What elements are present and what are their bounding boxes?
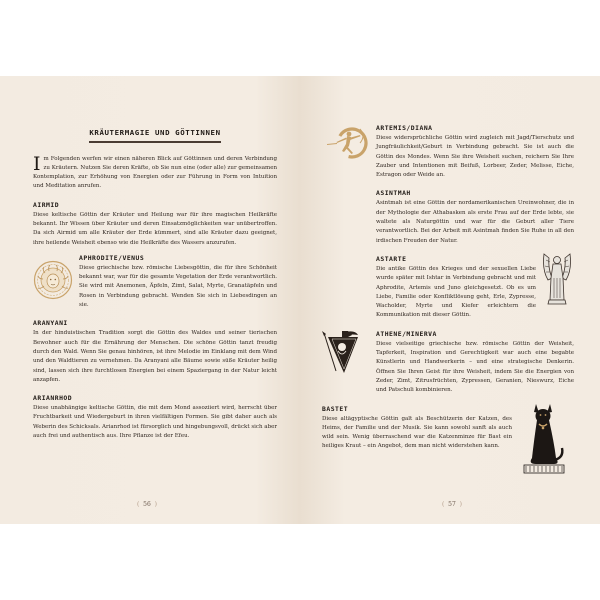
section-text: Diese altägyptische Göttin galt als Beschützerin der Katzen, des Heims, der Familie und der Musik. Sie kann sowohl sanft als auch wild sein. Wenig überraschend war die Katzenminze für Bast ein heiliges Kraut – ein Angebot, dem man nicht widerstehen kann. bbox=[322, 415, 512, 450]
section-text: Diese unabhängige keltische Göttin, die mit dem Mond assoziiert wird, herrscht über Fruchtbarkeit und Wiedergeburt in ihren vielfältigen Formen. Sie gibt daher auch als Weberin des Schicksals. Arianrhod ist fürsorglich und hingebungsvoll, drückt sich aber auch frei und authentisch aus. Ihre Pflanze ist der Efeu. bbox=[33, 405, 277, 440]
section-bastet bbox=[322, 396, 574, 474]
page-number: ( 57 ) bbox=[442, 501, 462, 508]
section-aranyani bbox=[33, 319, 277, 385]
section-title: BASTET bbox=[322, 404, 349, 413]
left-page-content bbox=[33, 124, 277, 441]
section-text: Diese griechische bzw. römische Liebesgöttin, die für ihre Schönheit bekannt war, war für die gesamte Vegetation der Erde verantwortlich. Sie wird mit Anemonen, Äpfeln, Zimt, Salat, Myrte, Granatäpfeln und Rosen in Verbindung gebracht. Wenden Sie sich in Liebesdingen an sie. bbox=[79, 264, 277, 309]
section-airmid bbox=[33, 201, 277, 248]
left-page bbox=[0, 76, 300, 524]
right-page-content bbox=[322, 124, 574, 474]
drop-cap: I bbox=[33, 152, 41, 175]
section-astarte bbox=[322, 246, 574, 321]
athena-helmet-icon bbox=[322, 331, 376, 396]
section-title: ASTARTE bbox=[376, 254, 407, 263]
medusa-medallion-icon bbox=[33, 260, 79, 310]
intro-text: m Folgenden werfen wir einen näheren Blick auf Göttinnen und deren Verbindung zu Kräutern. Nutzen Sie deren Kräfte, ob Sie nun eine (oder alle) zur gemeinsamen Kontemplation, zur Erhöhung von Energien oder zur Führung in Form von Intuition und Meditation anrufen. bbox=[33, 155, 277, 190]
section-artemis bbox=[322, 124, 574, 180]
section-title: ASINTMAH bbox=[376, 189, 411, 198]
page-number: ( 56 ) bbox=[137, 501, 157, 508]
section-text: Diese widersprüchliche Göttin wird zugleich mit Jagd/Tierschutz und Jungfräulichkeit/Geburt in Verbindung gebracht. Sie ist auch die Göttin des Mondes. Wenn Sie ihre Weisheit suchen, reichern Sie Ihre Zauber und Intentionen mit Beifuß, Lorbeer, Zeder, Melisse, Eiche, Estragon oder Weide an. bbox=[376, 135, 574, 179]
title-underline bbox=[89, 141, 221, 143]
astarte-winged-goddess-icon bbox=[540, 248, 574, 321]
section-text: In der hinduistischen Tradition sorgt die Göttin des Waldes und seiner tierischen Bewohner auch für die Ernährung der Menschen. Die schöne Göttin tanzt freudig durch den Wald. Wenn Sie genau hinhören, ist ihre Melodie im Einklang mit dem Wind und den Waldtieren zu vernehmen. Da Aranyani alle Bäume sowie süße Kräuter heilig sind, lassen sich ihre furchtlosen Energien bei einem Spaziergang in der Natur leicht anzapfen. bbox=[33, 330, 277, 383]
section-title: ARANYANI bbox=[33, 319, 68, 328]
right-page bbox=[300, 76, 600, 524]
book-spread bbox=[0, 76, 600, 524]
section-title: ATHENE/MINERVA bbox=[376, 329, 437, 338]
section-title: AIRMID bbox=[33, 200, 60, 209]
section-title: ARTEMIS/DIANA bbox=[376, 124, 433, 132]
section-aphrodite bbox=[33, 254, 277, 310]
artemis-archer-icon bbox=[322, 126, 376, 180]
section-athene bbox=[322, 321, 574, 396]
intro-paragraph bbox=[33, 152, 277, 192]
page-title: KRÄUTERMAGIE UND GÖTTINNEN bbox=[89, 128, 221, 137]
section-arianrhod bbox=[33, 394, 277, 441]
bastet-cat-icon bbox=[516, 400, 574, 474]
section-text: Diese vielseitige griechische bzw. römische Göttin der Weisheit, Tapferkeit, Inspiration und Gerechtigkeit war auch eine begabte Künstlerin und Handwerkerin – und eine strategische Denkerin. Öffnen Sie Ihren Geist für ihre Weisheit, indem Sie die Energien von Zeder, Zimt, Zitrusfrüchten, Zypressen, Geranien, Nieswurz, Eiche und Patschuli kombinieren. bbox=[376, 340, 574, 394]
section-text: Diese keltische Göttin der Kräuter und Heilung war für ihre magischen Heilkräfte bekannt. Ihr Wissen über Kräuter und deren Einsatzmöglichkeiten war unübertroffen. Da sich Airmid um alle Kräuter der Erde kümmert, sind alle Kräuter dazu geeignet, ihre heilende Weisheit ebenso wie die Heilkräfte des Wassers anzurufen. bbox=[33, 211, 277, 246]
section-title: APHRODITE/VENUS bbox=[79, 253, 145, 262]
section-title: ARIANRHOD bbox=[33, 394, 73, 403]
section-text: Die antike Göttin des Krieges und der sexuellen Liebe wurde später mit Ishtar in Verbindung gebracht und mit Aphrodite, Artemis und Juno gleichgesetzt. Ob es um Liebe, Familie oder Konfliktlösung geht, Erle, Zypresse, Wacholder, Myrte und Kiefer erleichtern die Kommunikation mit dieser Göttin. bbox=[376, 265, 536, 319]
section-text: Asintmah ist eine Göttin der nordamerikanischen Ureinwohner, die in der Mythologie der Athabasken als erste Frau auf der Erde lebte, sie waltete als Naturgöttin und war für die Geburt aller Tiere verantwortlich. Bei der Arbeit mit Asintmah finden Sie Ruhe in all den irdischen Freuden der Natur. bbox=[376, 200, 574, 244]
section-asintmah bbox=[322, 189, 574, 245]
